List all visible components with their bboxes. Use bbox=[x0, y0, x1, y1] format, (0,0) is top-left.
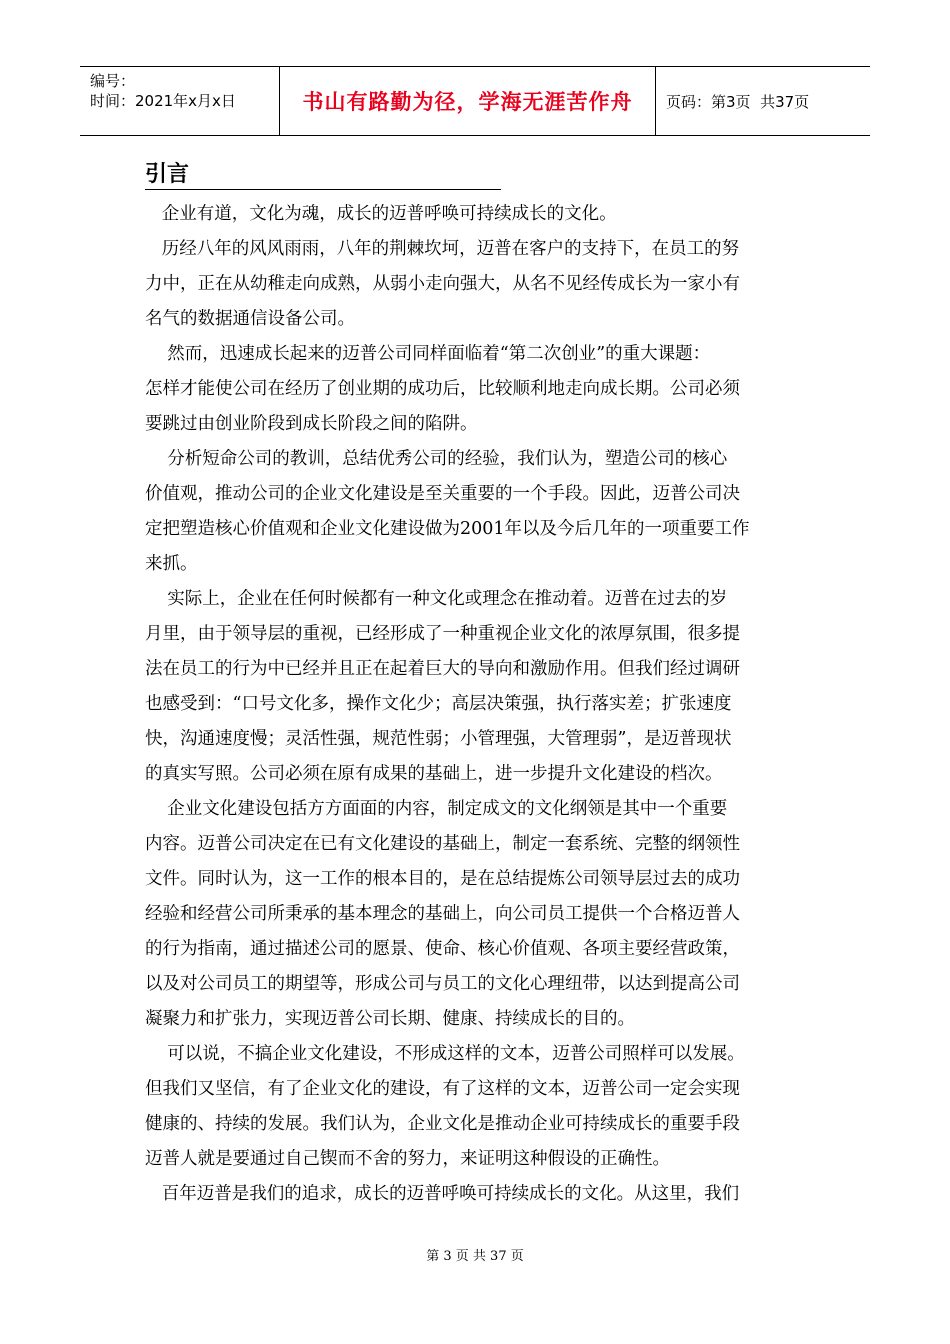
body-line: 分析短命公司的教训，总结优秀公司的经验，我们认为，塑造公司的核心 bbox=[145, 449, 728, 469]
body-line: 定把塑造核心价值观和企业文化建设做为2001年以及今后几年的一项重要工作 bbox=[145, 519, 750, 539]
body-line: 百年迈普是我们的追求，成长的迈普呼唤可持续成长的文化。从这里，我们 bbox=[145, 1184, 740, 1204]
section-title: 引言 bbox=[145, 162, 190, 187]
header-page-number: 页码：第3页 共37页 bbox=[666, 92, 810, 111]
body-line: 来抓。 bbox=[145, 554, 198, 574]
document-time: 时间：2021年x月x日 bbox=[90, 92, 236, 110]
body-line: 历经八年的风风雨雨，八年的荆棘坎坷，迈普在客户的支持下，在员工的努 bbox=[145, 239, 740, 259]
body-line: 的真实写照。公司必须在原有成果的基础上，进一步提升文化建设的档次。 bbox=[145, 764, 723, 784]
body-line: 的行为指南，通过描述公司的愿景、使命、核心价值观、各项主要经营政策， bbox=[145, 939, 740, 959]
document-number: 编号： bbox=[90, 72, 136, 90]
header-motto: 书山有路勤为径，学海无涯苦作舟 bbox=[302, 90, 633, 114]
body-line: 企业有道，文化为魂，成长的迈普呼唤可持续成长的文化。 bbox=[145, 204, 617, 224]
body-line: 名气的数据通信设备公司。 bbox=[145, 309, 355, 329]
body-line: 怎样才能使公司在经历了创业期的成功后，比较顺利地走向成长期。公司必须 bbox=[145, 379, 740, 399]
body-line: 以及对公司员工的期望等，形成公司与员工的文化心理纽带，以达到提高公司 bbox=[145, 974, 740, 994]
body-line: 可以说，不搞企业文化建设，不形成这样的文本，迈普公司照样可以发展。 bbox=[145, 1044, 745, 1064]
header-meta bbox=[80, 67, 280, 135]
header-page-cell bbox=[656, 67, 870, 135]
body-line: 价值观，推动公司的企业文化建设是至关重要的一个手段。因此，迈普公司决 bbox=[145, 484, 740, 504]
section-title-underline bbox=[145, 163, 501, 190]
page-header bbox=[80, 66, 870, 136]
body-line: 快，沟通速度慢；灵活性强，规范性弱；小管理强，大管理弱”，是迈普现状 bbox=[145, 729, 732, 749]
body-line: 也感受到：“口号文化多，操作文化少；高层决策强，执行落实差；扩张速度 bbox=[145, 694, 732, 714]
body-line: 凝聚力和扩张力，实现迈普公司长期、健康、持续成长的目的。 bbox=[145, 1009, 635, 1029]
body-line: 法在员工的行为中已经并且正在起着巨大的导向和激励作用。但我们经过调研 bbox=[145, 659, 740, 679]
body-line: 迈普人就是要通过自己锲而不舍的努力，来证明这种假设的正确性。 bbox=[145, 1149, 670, 1169]
body-line: 然而，迅速成长起来的迈普公司同样面临着“第二次创业”的重大课题： bbox=[145, 344, 711, 364]
body-line: 要跳过由创业阶段到成长阶段之间的陷阱。 bbox=[145, 414, 478, 434]
header-motto-cell bbox=[280, 67, 656, 135]
page-footer: 第 3 页 共 37 页 bbox=[426, 1249, 524, 1264]
body-line: 实际上，企业在任何时候都有一种文化或理念在推动着。迈普在过去的岁 bbox=[145, 589, 728, 609]
body-line: 文件。同时认为，这一工作的根本目的，是在总结提炼公司领导层过去的成功 bbox=[145, 869, 740, 889]
body-line: 经验和经营公司所秉承的基本理念的基础上，向公司员工提供一个合格迈普人 bbox=[145, 904, 740, 924]
body-line: 企业文化建设包括方方面面的内容，制定成文的文化纲领是其中一个重要 bbox=[145, 799, 728, 819]
body-line: 健康的、持续的发展。我们认为，企业文化是推动企业可持续成长的重要手段 bbox=[145, 1114, 740, 1134]
body-line: 内容。迈普公司决定在已有文化建设的基础上，制定一套系统、完整的纲领性 bbox=[145, 834, 740, 854]
body-text bbox=[145, 197, 810, 1212]
body-line: 月里，由于领导层的重视，已经形成了一种重视企业文化的浓厚氛围，很多提 bbox=[145, 624, 740, 644]
body-line: 力中，正在从幼稚走向成熟，从弱小走向强大，从名不见经传成长为一家小有 bbox=[145, 274, 740, 294]
body-line: 但我们又坚信，有了企业文化的建设，有了这样的文本，迈普公司一定会实现 bbox=[145, 1079, 740, 1099]
